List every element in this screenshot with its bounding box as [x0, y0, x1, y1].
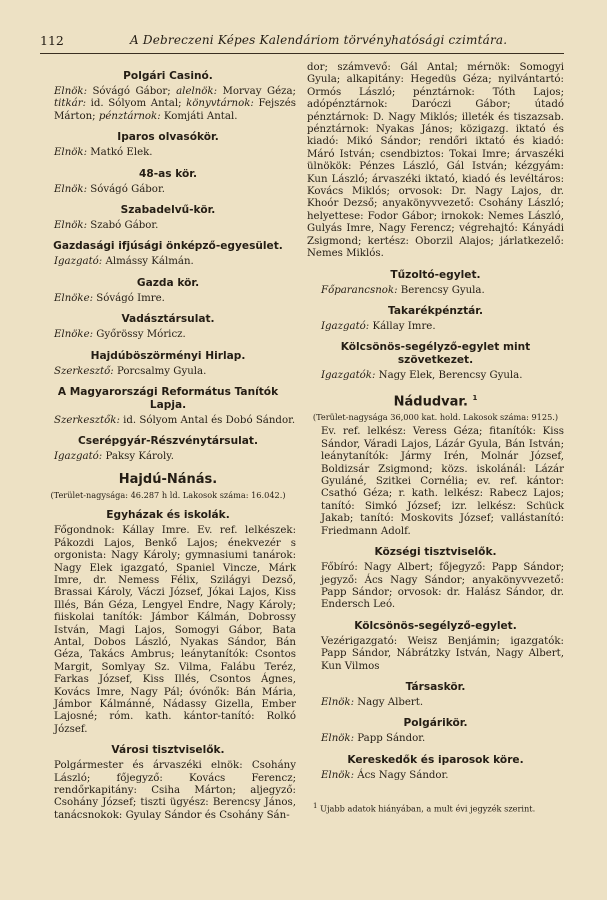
role-label: Igazgatók:: [321, 370, 376, 382]
section-heading: Takarékpénztár.: [387, 304, 484, 317]
entry-names: Papp Sándor.: [354, 733, 426, 745]
entry-text: [40, 451, 296, 463]
entry-names: Almássy Kálmán.: [102, 256, 194, 268]
section-heading: Vadásztársulat.: [121, 313, 215, 326]
entry-text: [40, 220, 296, 232]
role-label: Főparancsnok:: [321, 284, 398, 296]
entry-text: [307, 285, 564, 297]
role-label: titkár:: [54, 98, 86, 110]
role-label: Elnök:: [321, 769, 354, 781]
entry-text: [307, 770, 564, 782]
entry-names: Sóvágó Gábor.: [87, 183, 165, 195]
role-label: Elnök:: [54, 220, 87, 232]
entry-names: Paksy Károly.: [102, 451, 174, 463]
entry-text: [307, 321, 564, 333]
running-title: A Debreczeni Képes Kalendáriom törvényhatósági czimtára.: [130, 33, 508, 47]
section-heading: Városi tisztviselők.: [111, 744, 225, 757]
footnote-mark: 1: [313, 802, 318, 811]
entry-text: [40, 184, 296, 196]
footnote: [307, 800, 564, 815]
entry-text: [307, 370, 564, 382]
entry-names: Szabó Gábor.: [87, 220, 159, 232]
left-column: [40, 62, 296, 824]
role-label: Elnöke:: [54, 292, 94, 304]
section-heading: Tűzoltó-egylet.: [390, 268, 481, 281]
entry-text: Főbíró: Nagy Albert; főjegyző: Papp Sándor; jegyző: Ács Nagy Sándor; anyakönyvvezető: Papp Sándor; orvosok: dr. Halász Sándor, dr. Endersch Leó.: [321, 562, 564, 611]
role-label: pénztárnok:: [98, 110, 161, 122]
entry-names: Sóvágó Gábor;: [87, 86, 177, 97]
section-heading: Társaskör.: [405, 680, 466, 693]
entry-text: [40, 329, 296, 341]
section-heading: 48-as kör.: [138, 167, 198, 180]
role-label: Igazgató:: [54, 451, 103, 463]
role-label: könyvtárnok:: [186, 98, 254, 110]
town-heading: [307, 391, 564, 409]
role-label: Szerkesztők:: [54, 415, 120, 427]
section-heading: Iparos olvasókör.: [117, 131, 219, 144]
role-label: Igazgató:: [321, 320, 370, 332]
entry-names: Porcsalmy Gyula.: [113, 365, 207, 377]
entry-names: Kállay Imre.: [369, 320, 436, 332]
entry-text: [40, 366, 296, 378]
section-heading: Polgárikör.: [403, 717, 468, 730]
section-heading: Polgári Casinó.: [123, 70, 213, 82]
section-heading: Kölcsönös-segélyző-egylet mint szövetkezet.: [340, 341, 531, 367]
footnote-text: Ujabb adatok hiányában, a mult évi jegyzék szerint.: [317, 803, 536, 814]
right-column: [307, 62, 564, 817]
entry-names: id. Sólyom Antal és Dobó Sándor.: [119, 415, 296, 427]
entry-names: Nagy Albert.: [354, 696, 424, 708]
entry-text: Ev. ref. lelkész: Veress Géza; fitanítók: Kiss Sándor, Váradi Lajos, Lázár Gyula, Bán István; leánytanítók: Jármy Irén, Molnár József, Boldizsár Zsigmond; közs. iskolánál: Lázár Gyuláné, Szitkei Cornélia; ev. ref. kántor: Csathó Géza; r. kath. lelkész: Rabecz Lajos; tanító: Simkó József; izr. lelkész: Schück Jakab; tanító: Moskovits József; vallástanító: Friedmann Adolf.: [321, 426, 564, 537]
entry-text: [40, 293, 296, 305]
entry-text: Vezérigazgató: Weisz Benjámin; igazgatók: Papp Sándor, Nábrátzky István, Nagy Albert, Kun Vilmos: [321, 635, 564, 672]
entry-text: Főgondnok: Kállay Imre. Ev. ref. lelkészek: Pákozdi Lajos, Benkő Lajos; énekvezér s orgonista: Nagy Károly; gymnasiumi tanárok: Nagy Elek igazgató, Spaniel Vincze, Márk Imre, dr. Nemess Félix, Szilágyi Dezső, Brassai Károly, Váczi József, Jókai Lajos, Kiss Illés, Bán Géza, Lengyel Endre, Nagy Károly; fiiskolai tanítók: Jámbor Kálmán, Dobrossy István, Magi Lajos, Somogyi Gábor, Bata Antal, Dobos László, Nyakas Sándor, Bán Géza, Takács Ambrus; leánytanítók: Csontos Margit, Somlyay Sz. Vilma, Falábu Teréz, Farkas József, Kiss Illés, Csontos Ágnes, Kovács Imre, Nagy Pál; óvónők: Bán Mária, Jámbor Kálmánné, Nádassy Gizella, Ember Lajosné; róm. kath. kántor-tanító: Rolkó József.: [54, 525, 296, 735]
entry-names: Nagy Elek, Berencsy Gyula.: [375, 370, 523, 382]
role-label: Elnök:: [321, 733, 354, 745]
town-name: Nádudvar.: [393, 394, 468, 410]
section-heading: Egyházak és iskolák.: [106, 509, 230, 522]
entry-text: [40, 147, 296, 159]
page-number: 112: [40, 33, 64, 48]
section-heading: Községi tisztviselők.: [374, 546, 497, 559]
role-label: Szerkesztő:: [54, 365, 114, 377]
entry-names: Komjáti Antal.: [160, 110, 238, 122]
section-heading: Kölcsönös-segélyző-egylet.: [354, 619, 517, 632]
section-heading: Gazdasági ifjúsági önképző-egyesület.: [53, 240, 283, 253]
town-heading: Hajdú-Nánás.: [118, 471, 218, 487]
entry-text: dor; számvevő: Gál Antal; mérnök: Somogyi Gyula; alkapitány: Hegedüs Géza; nyilvántartó: Ormós László; pénztárnok: Tóth Lajos; adópénztárnok: Daróczi Gábor; útadó pénztárnok: D. Nagy Miklós; illeték és tiszazsab. pénztárnok: Nyakas János; közigazg. iktató és kiadó: Mikó Sándor; rendőri iktató és kiadó: Máró István; csendbiztos: Tokai Imre; árvaszéki ülnökök: Pénzes László, Gál István; kézgyám: Kun László; árvaszéki iktató, kiadó és levéltáros: Kovács Miklós; orvosok: Dr. Nagy Lajos, dr. Khoór Dezső; anyakönyvvezető: Csohány László; helyettese: Fodor Gábor; irnokok: Nemes László, Gulyás Imre, Nagy Ferencz; végrehajtó: Kányádi Zsigmond; kertész: Oborzil Alajos; járlatkezelő: Nemes Miklós.: [307, 62, 564, 260]
entry-names: Győrössy Móricz.: [93, 329, 186, 341]
section-heading: Hajdúböszörményi Hirlap.: [90, 349, 246, 362]
section-heading: A Magyarországi Református Tanítók Lapja.: [57, 386, 279, 412]
entry-text: [40, 86, 296, 123]
entry-names: Berencsy Gyula.: [397, 284, 485, 296]
section-heading: Kereskedők és iparosok köre.: [347, 753, 524, 766]
entry-text: Polgármester és árvaszéki elnök: Csohány László; főjegyző: Kovács Ferencz; rendőrkapitány: Csiha Márton; aljegyző: Csohány József; tiszti ügyész: Berencsy János, tanácsnokok: Gyulay Sándor és Csohány Sán-: [54, 760, 296, 821]
town-statistics: (Terület-nagysága 36,000 kat. hold. Lakosok száma: 9125.): [312, 412, 559, 423]
entry-names: Matkó Elek.: [87, 147, 153, 159]
page-header: [40, 33, 564, 54]
entry-names: Fejszés Márton;: [54, 98, 296, 122]
role-label: Elnöke:: [54, 329, 94, 341]
section-heading: Gazda kör.: [136, 276, 200, 289]
role-label: alelnök:: [176, 86, 218, 97]
town-statistics: (Terület-nagysága: 46.287 h ld. Lakosok száma: 16.042.): [50, 489, 286, 500]
entry-text: [40, 256, 296, 268]
role-label: Igazgató:: [54, 256, 103, 268]
entry-names: Morvay Géza;: [217, 86, 296, 97]
role-label: Elnök:: [54, 147, 87, 159]
entry-names: id. Sólyom Antal;: [86, 98, 187, 110]
entry-text: [307, 697, 564, 709]
footnote-mark: 1: [472, 393, 478, 402]
role-label: Elnök:: [54, 86, 87, 97]
entry-text: [40, 415, 296, 427]
entry-names: Ács Nagy Sándor.: [354, 769, 449, 781]
entry-names: Sóvágó Imre.: [93, 292, 165, 304]
entry-text: [307, 733, 564, 745]
section-heading: Cserépgyár-Részvénytársulat.: [77, 435, 259, 448]
role-label: Elnök:: [321, 696, 354, 708]
section-heading: Szabadelvű-kör.: [120, 204, 216, 217]
role-label: Elnök:: [54, 183, 87, 195]
